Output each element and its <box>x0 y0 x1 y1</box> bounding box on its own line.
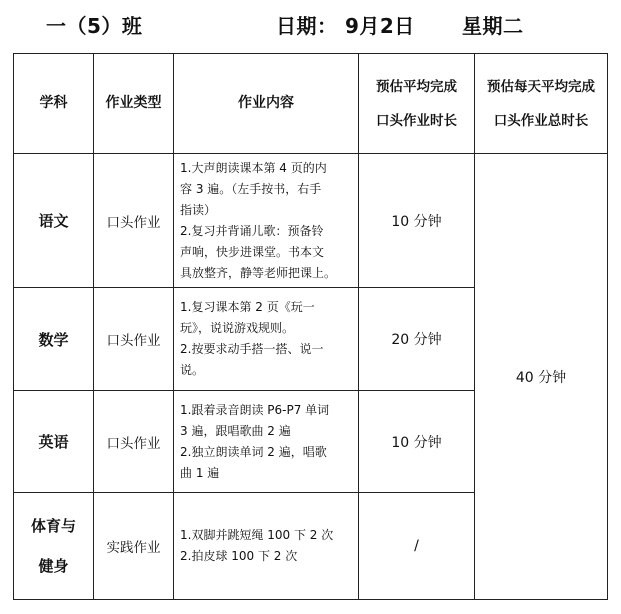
col-header-avg-line1: 预估平均完成 <box>376 78 457 95</box>
col-header-total-line1: 预估每天平均完成 <box>487 78 595 95</box>
content-line: 3 遍，跟唱歌曲 2 遍 <box>180 423 291 438</box>
content-line: 2.复习并背诵儿歌：预备铃 <box>180 223 324 238</box>
duration-cell: 10 分钟 <box>359 154 475 288</box>
content-line: 1.大声朗读课本第 4 页的内 <box>180 160 327 175</box>
content-cell <box>174 154 359 288</box>
content-line: 指读） <box>180 202 217 217</box>
content-line: 曲 1 遍 <box>180 465 220 480</box>
duration-cell: 10 分钟 <box>359 391 475 493</box>
weekday-label: 星期二 <box>462 14 524 38</box>
content-line: 1.双脚并跳短绳 100 下 2 次 <box>180 528 334 542</box>
table-header-row <box>14 54 608 154</box>
content-line: 说。 <box>180 363 205 377</box>
content-cell <box>174 288 359 391</box>
table-row <box>14 154 608 288</box>
page-header <box>0 10 621 40</box>
content-line: 具放整齐，静等老师把课上。 <box>180 265 337 280</box>
col-header-subject: 学科 <box>14 54 94 154</box>
total-duration-cell: 40 分钟 <box>475 154 608 600</box>
col-header-total-line2: 口头作业总时长 <box>493 112 589 129</box>
col-header-avg-line2: 口头作业时长 <box>376 112 457 129</box>
subject-cell: 语文 <box>14 154 94 288</box>
subject-cell: 数学 <box>14 288 94 391</box>
homework-table <box>13 53 608 600</box>
subject-cell: 英语 <box>14 391 94 493</box>
content-line: 2.独立朗读单词 2 遍，唱歌 <box>180 444 327 459</box>
content-line: 2.拍皮球 100 下 2 次 <box>180 549 298 563</box>
col-header-total-duration <box>475 54 608 154</box>
duration-cell: 20 分钟 <box>359 288 475 391</box>
col-header-type: 作业类型 <box>94 54 174 154</box>
type-cell: 实践作业 <box>94 493 174 600</box>
content-line: 容 3 遍。（左手按书，右手 <box>180 181 322 196</box>
type-cell: 口头作业 <box>94 391 174 493</box>
type-cell: 口头作业 <box>94 288 174 391</box>
subject-line2: 健身 <box>38 557 69 575</box>
content-line: 2.按要求动手搭一搭、说一 <box>180 342 324 356</box>
content-line: 1.跟着录音朗读 P6-P7 单词 <box>180 402 330 417</box>
subject-line1: 体育与 <box>30 517 76 535</box>
col-header-avg-duration <box>359 54 475 154</box>
class-name: 一（5）班 <box>46 14 143 38</box>
content-line: 1.复习课本第 2 页《玩一 <box>180 300 315 314</box>
content-line: 声响，快步进课堂。书本文 <box>180 244 325 259</box>
subject-cell <box>14 493 94 600</box>
content-cell <box>174 391 359 493</box>
col-header-content: 作业内容 <box>174 54 359 154</box>
type-cell: 口头作业 <box>94 154 174 288</box>
duration-cell: / <box>359 493 475 600</box>
content-cell <box>174 493 359 600</box>
content-line: 玩》，说说游戏规则。 <box>180 321 295 335</box>
date-label: 日期： 9月2日 <box>276 14 415 38</box>
